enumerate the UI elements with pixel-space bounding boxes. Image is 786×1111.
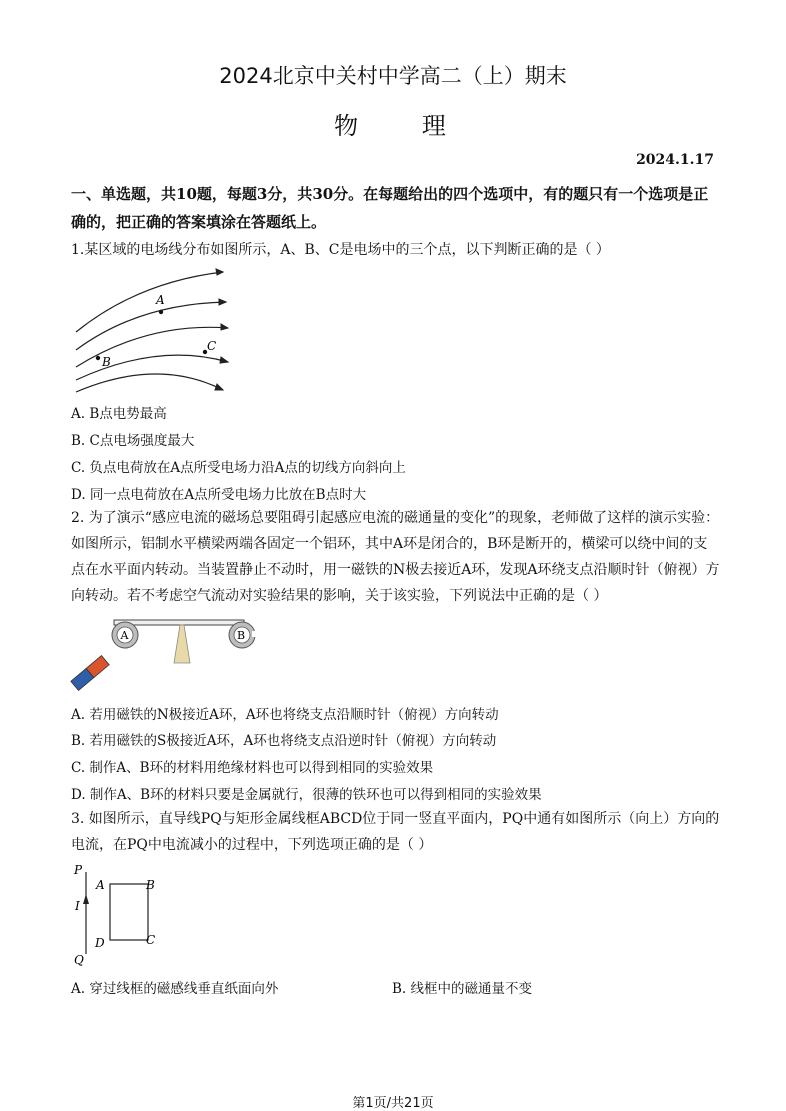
label-a: A <box>96 878 105 892</box>
subject-title <box>0 106 786 141</box>
point-b-dot <box>96 356 100 360</box>
field-line-5 <box>76 374 223 392</box>
q1-field-lines-figure <box>68 262 238 397</box>
label-c: C <box>207 339 217 353</box>
label-b: B <box>146 878 155 892</box>
label-p: P <box>74 863 83 877</box>
q3-stem: 3. 如图所示，直导线PQ与矩形金属线框ABCD位于同一竖直平面内，PQ中通有如图所示（向上）方向的电流，在PQ中电流减小的过程中，下列选项正确的是（ ） <box>71 811 720 853</box>
arrowheads <box>215 269 228 390</box>
q1-option-b: B. C点电场强度最大 <box>71 433 195 449</box>
label-a: A <box>156 293 165 307</box>
q2-ring-apparatus-figure <box>70 615 270 695</box>
q3-wire-loop-figure <box>68 858 168 968</box>
q1-option-a: A. B点电势最高 <box>71 406 167 422</box>
label-i: I <box>75 899 80 913</box>
beam <box>114 620 244 625</box>
exam-date: 2024.1.17 <box>636 152 714 168</box>
section-heading: 一、单选题，共10题，每题3分，共30分。在每题给出的四个选项中，有的题只有一个选项是正确的，把正确的答案填涂在答题纸上。 <box>71 185 709 231</box>
bar-magnet <box>71 656 109 691</box>
pivot-support <box>174 625 190 663</box>
q3-option-a: A. 穿过线框的磁感线垂直纸面向外 <box>71 981 279 997</box>
field-line-2 <box>76 302 226 350</box>
loop-abcd <box>110 884 148 940</box>
q2-option-d: D. 制作A、B环的材料只要是金属就行，很薄的铁环也可以得到相同的实验效果 <box>71 787 542 803</box>
label-c: C <box>146 933 156 947</box>
current-arrow <box>83 894 89 904</box>
field-lines <box>76 272 228 392</box>
field-line-1 <box>76 272 223 332</box>
q1-option-d: D. 同一点电荷放在A点所受电场力比放在B点时大 <box>71 487 367 503</box>
point-a-dot <box>159 310 163 314</box>
q3-option-b: B. 线框中的磁通量不变 <box>392 981 533 997</box>
label-q: Q <box>74 953 84 967</box>
field-line-3 <box>76 327 228 367</box>
q2-option-c: C. 制作A、B环的材料用绝缘材料也可以得到相同的实验效果 <box>71 760 434 776</box>
exam-title: 2024北京中关村中学高二（上）期末 <box>219 64 567 88</box>
label-b: B <box>102 355 111 369</box>
q2-option-b: B. 若用磁铁的S极接近A环，A环也将绕支点沿逆时针（俯视）方向转动 <box>71 733 497 749</box>
q2-stem: 2. 为了演示“感应电流的磁场总要阻碍引起感应电流的磁通量的变化”的现象，老师做了这样的演示实验：如图所示，铝制水平横梁两端各固定一个铝环，其中A环是闭合的，B环是断开的，横梁可以绕中间的支点在水平面内转动。当装置静止不动时，用一磁铁的N极去接近A环，发现A环绕支点沿顺时针（俯视）方向转动。若不考虑空气流动对实验结果的影响，关于该实验，下列说法中正确的是（ ） <box>71 510 720 604</box>
ring-a-label: A <box>120 629 129 642</box>
q2-option-a: A. 若用磁铁的N极接近A环，A环也将绕支点沿顺时针（俯视）方向转动 <box>71 707 499 723</box>
ring-b-gap <box>252 631 258 637</box>
subject-char-1: 物 <box>334 112 365 140</box>
page-number: 第1页/共21页 <box>352 1096 434 1111</box>
subject-char-2: 理 <box>421 112 452 140</box>
q1-option-c: C. 负点电荷放在A点所受电场力沿A点的切线方向斜向上 <box>71 460 406 476</box>
q1-stem: 1.某区域的电场线分布如图所示，A、B、C是电场中的三个点，以下判断正确的是（ ） <box>71 242 610 258</box>
label-d: D <box>95 936 105 950</box>
ring-b-label: B <box>237 629 246 642</box>
